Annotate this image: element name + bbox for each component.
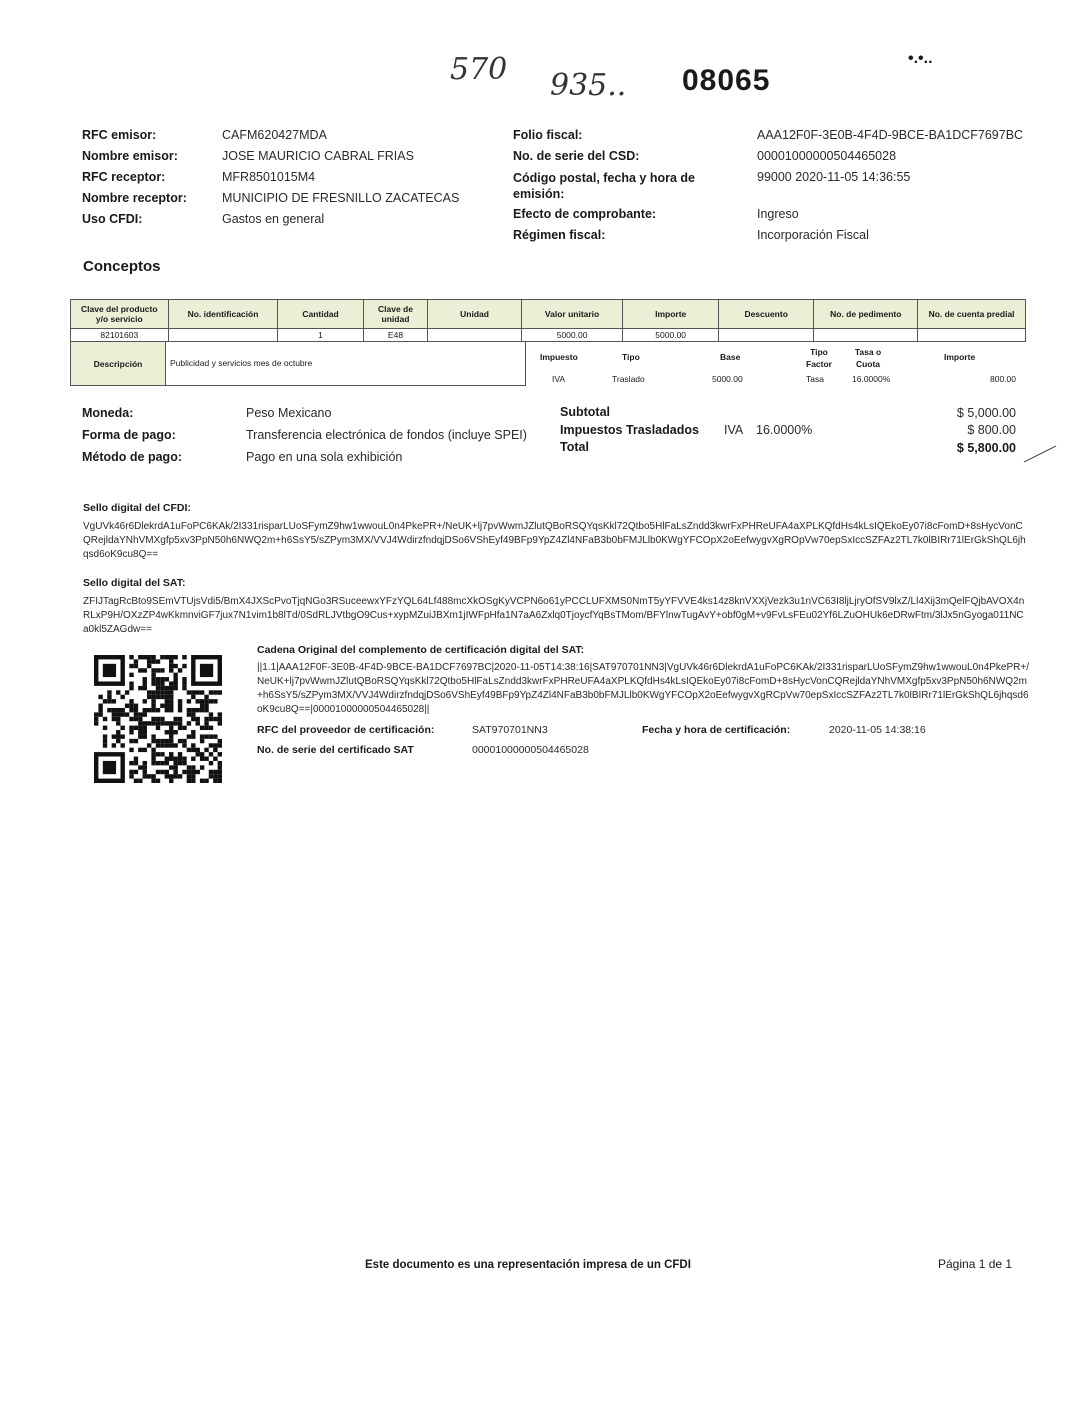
header-row [513,149,1053,170]
header-value: Gastos en general [222,212,325,226]
total-label: Total [560,440,589,454]
header-row [513,207,1053,228]
tax-header: Tipo Factor [806,347,832,369]
header-label: Uso CFDI: [82,212,143,226]
tax-cell: 5000.00 [712,374,743,384]
header-left [82,128,502,233]
sello-cfdi-value: VgUVk46r6DlekrdA1uFoPC6KAk/2I331risparLUoSFymZ9hw1wwouL0n4PkePR+/NeUK+lj7pvWwmJZlutQBoRSQYqsKkl72Qtbo5HlFaLsZndd3kwrFxPHReUFA4aXPLKQfdHs4kLsIQEkoEy07i8cFomD+8sHycVonCQRejldaYNhVMXgfp5xv3PpN50h6NWQ2m+h6SsY5/sZPym3MX/VVJ4WdirzfndqjDSo6VShEyf49BFp9YpZ4Zl4NFaB3b0bFMJLlb0KWgYFCOpX2oEefwygvXgROpVw70epSxIccSZFAz2TL7k0lBIRr71lErGkShQL6jhqsd6oK9cu8Q== [83,521,1026,560]
header-row [82,191,502,212]
header-value: MFR8501015M4 [222,170,316,184]
table-header: Cantidad [278,300,363,329]
tax-cell: Traslado [612,374,645,384]
footer-note: Este documento es una representación impresa de un CFDI [365,1259,691,1271]
descripcion-label: Descripción [70,342,166,386]
pen-stroke [1020,440,1060,468]
payment-value: Pago en una sola exhibición [246,450,403,464]
payment-label: Forma de pago: [82,428,176,442]
table-header: No. de pedimento [814,300,918,329]
sello-sat-value: ZFIJTagRcBto9SEmVTUjsVdi5/BmX4JXScPvoTjqNGo3RSuceewxYFzYQL64Lf488mcXkOSgKyVCPN6o61yPCCLUFXMS0NmT5yYFVVE4ks14z8knVXXjVezk3u1nVC63I8ljLjryOfSV9lxZ/Ll4Xij3mQelFQjbAVOX4nRLxP9H/OXzZP4wKkmnviGF7jux7N1vim1b8lTd/0SdRLJVtbgO9Cus+xypMZuiJBXm1jIWFpHfa1N7aA6Zxlq0TjoycfYqBsTMom/BFYlnwTugAvY+obf0gM+v9FvLsFEu02Yf6LZuOHUk6eDRwFtm/3lJx5nGyoga011NCa0kl5ZAGdw== [83,596,1025,635]
header-row [513,170,1053,207]
table-cell [168,329,278,342]
table-cell [718,329,814,342]
table-header: No. identificación [168,300,278,329]
table-cell: 1 [278,329,363,342]
tax-header: Tipo [622,352,640,362]
table-header: Clave de unidad [363,300,428,329]
header-label: Nombre emisor: [82,149,178,163]
sello-cfdi-label: Sello digital del CFDI: [83,502,191,514]
tax-cell: 16.0000% [852,374,891,384]
table-cell: 82101603 [71,329,169,342]
impuestos-value: $ 800.00 [967,423,1016,437]
conceptos-table [70,299,1026,386]
header-value: 00001000000504465028 [757,149,897,163]
conceptos-title: Conceptos [83,258,161,275]
header-label: RFC receptor: [82,170,166,184]
tax-header: Impuesto [540,352,578,362]
handwritten-note-570: 570 [450,52,508,87]
header-row [513,128,1053,149]
header-label: Régimen fiscal: [513,228,606,242]
header-label: Folio fiscal: [513,128,583,142]
qr-code [94,655,222,783]
header-label: Nombre receptor: [82,191,187,205]
header-label: Código postal, fecha y hora de emisión: [513,171,695,201]
payment-label: Moneda: [82,406,134,420]
payment-row [82,450,562,472]
payment-value: Peso Mexicano [246,406,332,420]
table-header: Descuento [718,300,814,329]
impuestos-rate: 16.0000% [756,423,813,437]
total-value: $ 5,800.00 [956,441,1016,455]
table-header: No. de cuenta predial [918,300,1026,329]
header-value: MUNICIPIO DE FRESNILLO ZACATECAS [222,191,460,205]
table-cell [428,329,521,342]
table-cell [918,329,1026,342]
corner-marks: •.•.. [908,50,933,67]
cert-fecha-label: Fecha y hora de certificación: [642,724,791,736]
descripcion-value: Publicidad y servicios mes de octubre [166,342,526,386]
cert-rfc-label: RFC del proveedor de certificación: [257,724,435,736]
payment-row [82,428,562,450]
header-row [82,212,502,233]
payment-row [82,406,562,428]
table-header: Importe [623,300,719,329]
header-value: Ingreso [757,207,799,221]
header-right [513,128,1053,249]
table-cell: 5000.00 [521,329,623,342]
cadena-value: ||1.1|AAA12F0F-3E0B-4F4D-9BCE-BA1DCF7697BC|2020-11-05T14:38:16|SAT970701NN3|VgUVk46r6DlekrdA1uFoPC6KAk/2I331risparLUoSFymZ9hw1wwouL0n4PkePR+/NeUK+lj7pvWwmJZlutQBoRSQYqsKkl72Qtbo5HlFaLsZndd3kwrFxPHReUFA4aXPLKQfdHs4kLsIQEkoEy07i8cFomD+8sHycVonCQRejldaYNhVMXgfp5xv3PpN50h6NWQ2m+h6SsY5/sZPym3MX/VVJ4WdirzfndqjDSo6VShEyf49BFp9YpZ4Zl4NFaB3b0bFMJLlb0KWgYFCOpX2oEefwygvXgRCpVw70epSxIccSZFAz2TL7k0lBIRr71lErGkShQL6jhqsd6oK9cu8Q==|00001000000504465028|| [257,662,1029,715]
payment-value: Transferencia electrónica de fondos (incluye SPEI) [246,428,527,442]
header-label: RFC emisor: [82,128,157,142]
tax-header: Tasa o Cuota [854,347,882,369]
table-cell: E48 [363,329,428,342]
impuestos-label: Impuestos Trasladados [560,423,699,437]
cert-fecha-value: 2020-11-05 14:38:16 [829,724,926,736]
table-header: Unidad [428,300,521,329]
header-row [82,170,502,191]
header-value: CAFM620427MDA [222,128,327,142]
tax-cell: 800.00 [990,374,1016,384]
header-label: No. de serie del CSD: [513,149,640,163]
header-row [82,128,502,149]
subtotal-value: $ 5,000.00 [956,406,1016,420]
sello-sat-label: Sello digital del SAT: [83,577,186,589]
cert-rfc-value: SAT970701NN3 [472,724,548,736]
table-header-row [71,300,1026,329]
tax-header: Base [720,352,741,362]
payment-info [82,406,562,472]
page-number: Página 1 de 1 [938,1257,1013,1271]
header-row [82,149,502,170]
cadena-label: Cadena Original del complemento de certificación digital del SAT: [257,644,585,656]
header-value: 99000 2020-11-05 14:36:55 [757,170,911,184]
table-cell [814,329,918,342]
header-label: Efecto de comprobante: [513,207,657,221]
cert-serie-value: 00001000000504465028 [472,744,589,756]
table-header: Clave del producto y/o servicio [71,300,169,329]
tax-cell: Tasa [806,374,824,384]
table-header: Valor unitario [521,300,623,329]
payment-label: Método de pago: [82,450,182,464]
table-cell: 5000.00 [623,329,719,342]
tax-header: Importe [944,352,976,362]
subtotal-label: Subtotal [560,405,610,419]
tax-cell: IVA [552,374,566,384]
header-row [513,228,1053,249]
cert-serie-label: No. de serie del certificado SAT [257,744,414,756]
descripcion-row [70,342,1026,386]
folio-stamp: 08065 [682,64,771,97]
header-value: JOSE MAURICIO CABRAL FRIAS [222,149,414,163]
impuestos-tax: IVA [724,423,744,437]
tax-detail [526,342,1026,386]
table-row [71,329,1026,342]
handwritten-note-935: 935.. [550,68,627,103]
header-value: Incorporación Fiscal [757,228,869,242]
header-value: AAA12F0F-3E0B-4F4D-9BCE-BA1DCF7697BC [757,128,1024,142]
